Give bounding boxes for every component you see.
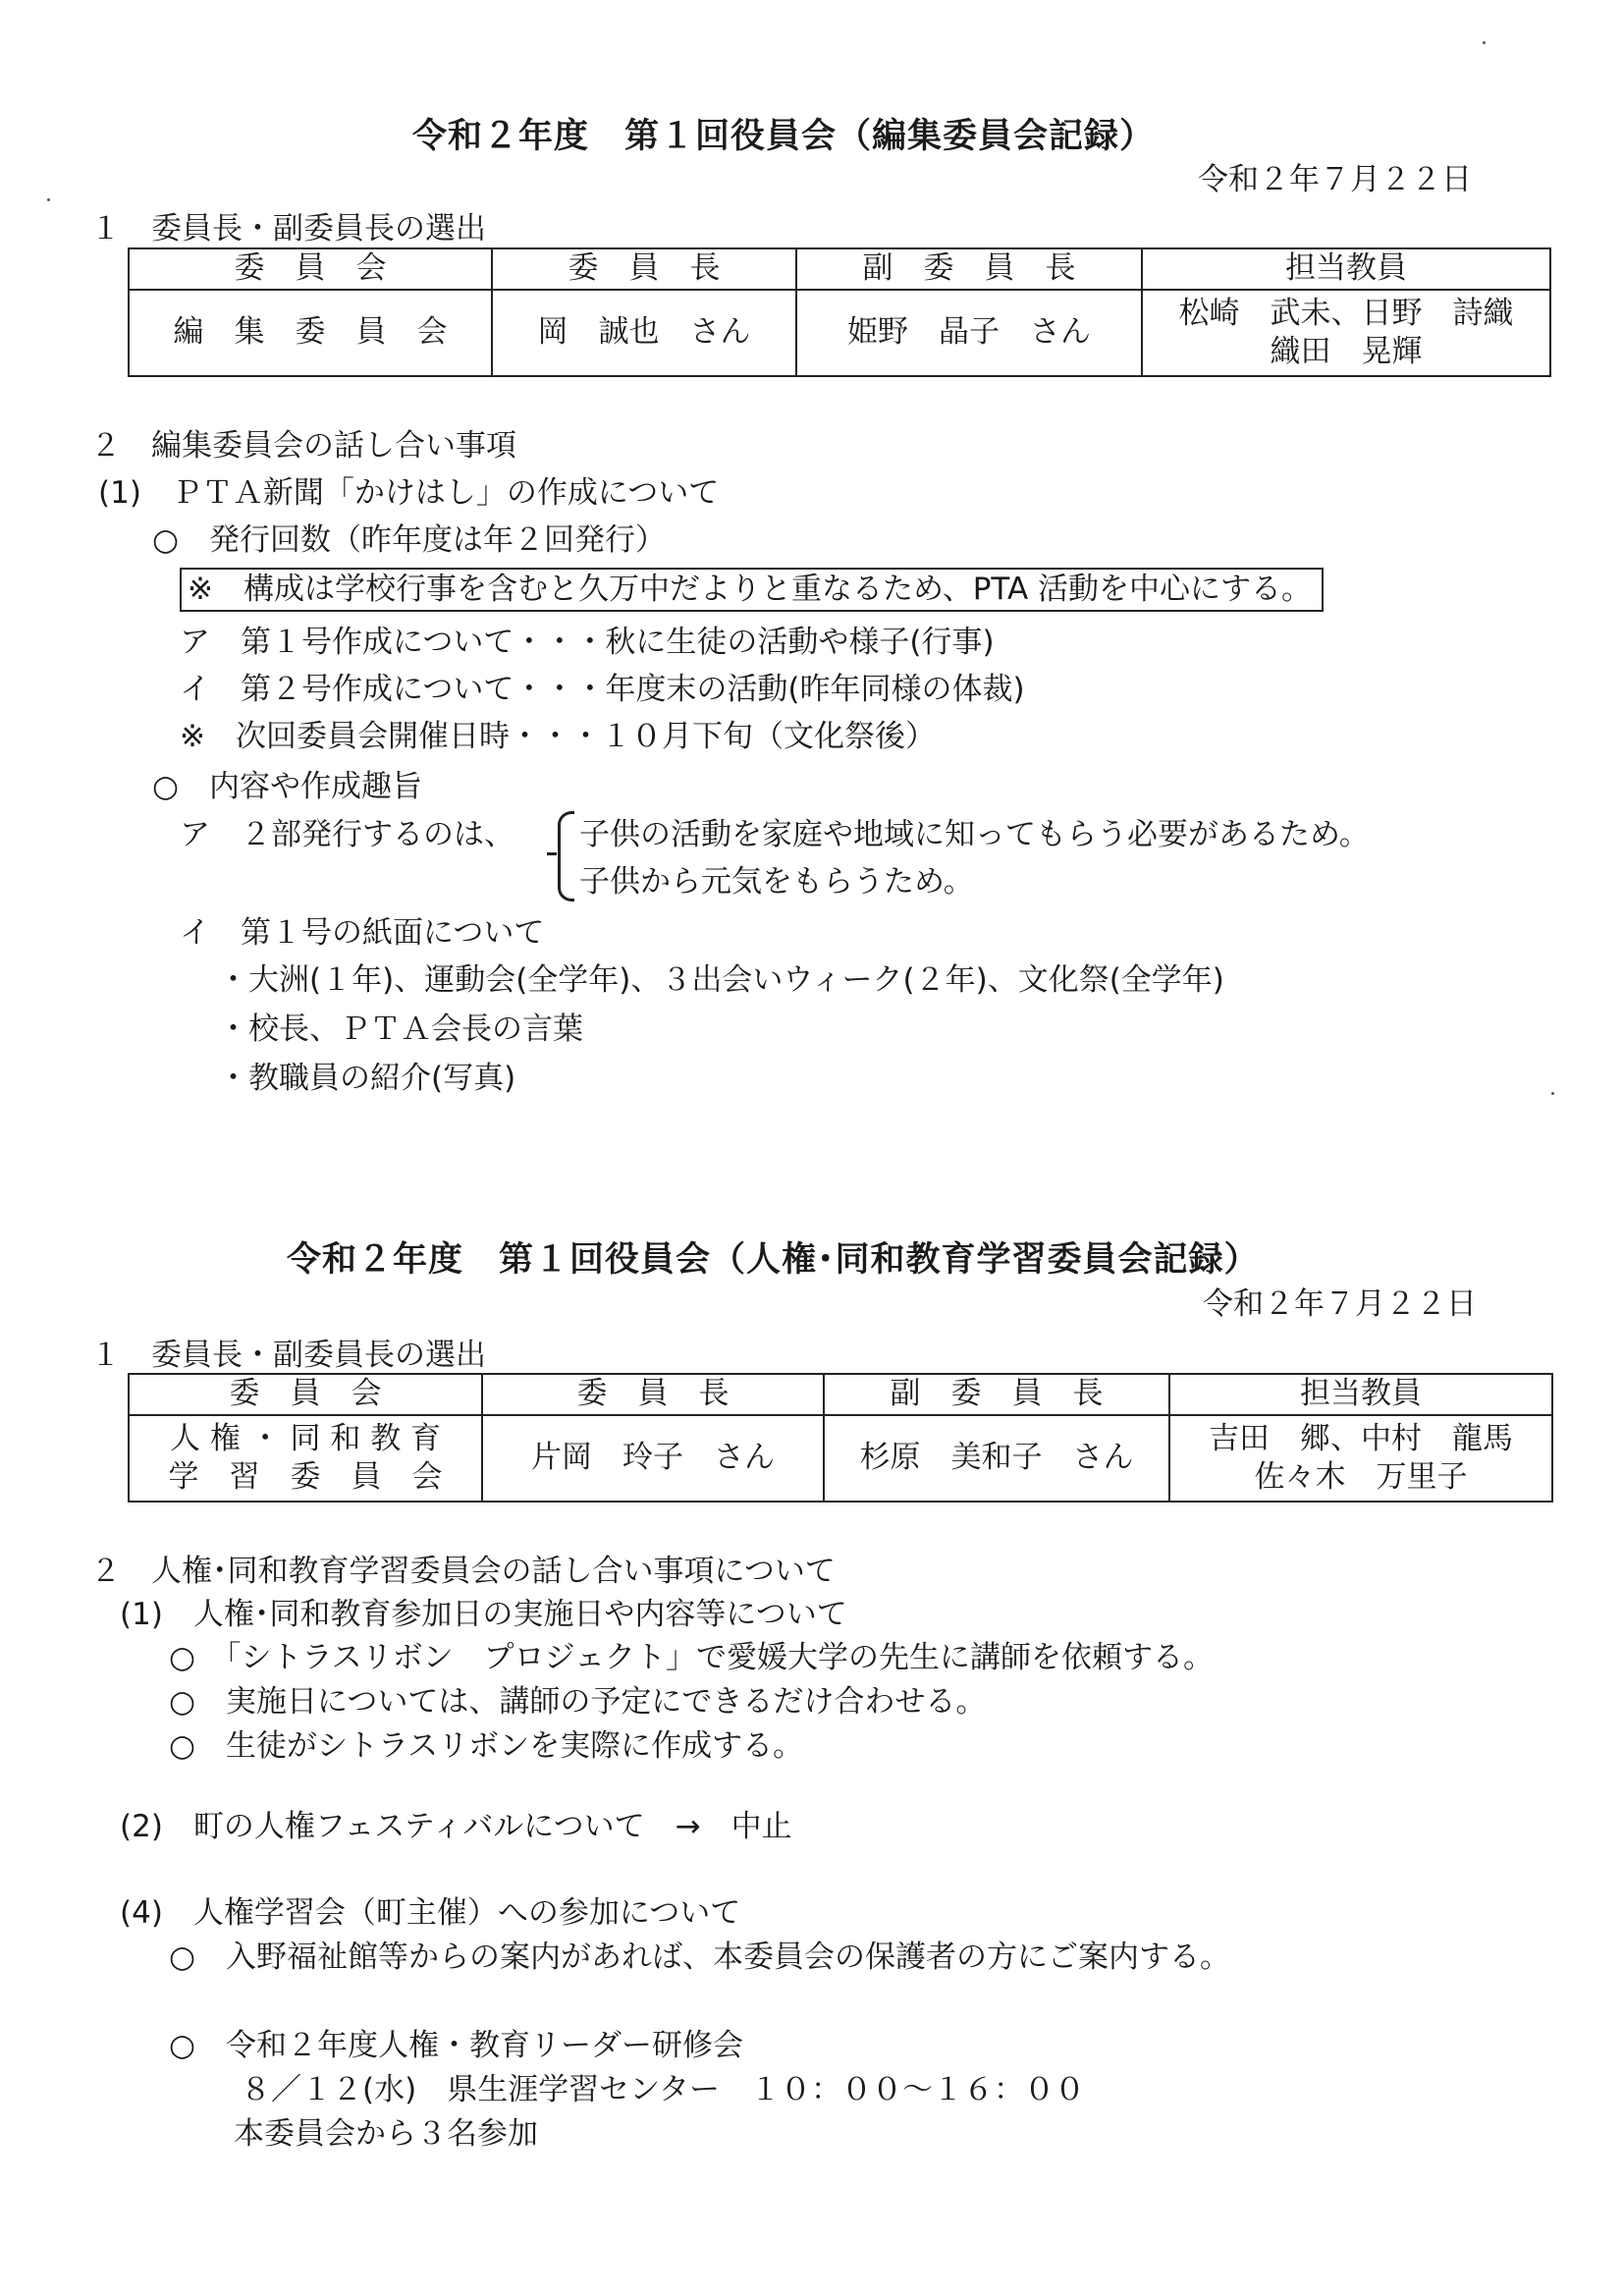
bullet-item: ・教職員の紹介(写真): [218, 1061, 516, 1096]
issue2-line: イ 第２号作成について・・・年度末の活動(昨年同様の体裁): [180, 672, 1025, 707]
col-header-teachers: 担当教員: [1169, 1374, 1552, 1415]
circle-item: ○ 「シトラスリボン プロジェクト」で愛媛大学の先生に講師を依頼する。: [169, 1640, 1214, 1675]
cell-committee: [129, 1415, 482, 1502]
cell-teachers: [1142, 290, 1550, 376]
scan-speck: [47, 198, 50, 201]
cell-vice-chair: 姫野 晶子 さん: [796, 290, 1142, 376]
committee-line: 学 習 委 員 会: [168, 1459, 443, 1495]
section2-item2-heading: ２ 人権･同和教育学習委員会の話し合い事項について: [90, 1554, 836, 1589]
teachers-line: 佐々木 万里子: [1254, 1459, 1468, 1495]
content-purpose-item: ○ 内容や作成趣旨: [152, 769, 423, 804]
section1-title: 令和２年度 第１回役員会（編集委員会記録）: [412, 117, 1156, 156]
section2-item1-heading: １ 委員長・副委員長の選出: [90, 1338, 486, 1373]
section1-officer-table: [128, 247, 1551, 377]
col-header-vice-chair: 副 委 員 長: [824, 1374, 1169, 1415]
next-meeting-note: ※ 次回委員会開催日時・・・１０月下旬（文化祭後）: [180, 719, 936, 754]
seminar-attendance: 本委員会から３名参加: [234, 2116, 538, 2152]
section2-sub4-heading: (4) 人権学習会（町主催）への参加について: [120, 1895, 741, 1931]
committee-line: 人 権 ・ 同 和 教 育: [169, 1421, 442, 1457]
cell-committee: 編 集 委 員 会: [129, 290, 492, 376]
section2-officer-table: [128, 1373, 1553, 1503]
section2-sub2-heading: (2) 町の人権フェスティバルについて → 中止: [120, 1809, 792, 1844]
section2-date: 令和２年７月２２日: [1203, 1286, 1477, 1322]
two-issue-reason-lead: ア ２部発行するのは、: [180, 817, 514, 852]
col-header-chair: 委 員 長: [492, 248, 796, 290]
seminar-detail: ８／１２(水) 県生涯学習センター １０：００～１６：００: [241, 2072, 1085, 2107]
circle-item: ○ 生徒がシトラスリボンを実際に作成する。: [169, 1728, 804, 1764]
cell-chair: 片岡 玲子 さん: [482, 1415, 824, 1502]
issue1-page-heading: イ 第１号の紙面について: [180, 915, 545, 951]
brace: [558, 811, 574, 902]
col-header-teachers: 担当教員: [1142, 248, 1550, 290]
cell-teachers: [1169, 1415, 1552, 1502]
section1-date: 令和２年７月２２日: [1198, 162, 1472, 197]
bullet-item: ・大洲(１年)、運動会(全学年)、３出会いウィーク(２年)、文化祭(全学年): [218, 962, 1224, 998]
boxed-note: ※ 構成は学校行事を含むと久万中だよりと重なるため、PTA 活動を中心にする。: [180, 568, 1324, 612]
teachers-line: 松崎 武未、日野 詩織: [1178, 296, 1514, 332]
circle-item: ○ 令和２年度人権・教育リーダー研修会: [169, 2028, 744, 2063]
scan-speck: [1551, 1092, 1554, 1095]
col-header-vice-chair: 副 委 員 長: [796, 248, 1142, 290]
section2-title: 令和２年度 第１回役員会（人権･同和教育学習委員会記録）: [287, 1240, 1260, 1280]
brace-tip: [547, 852, 557, 855]
col-header-chair: 委 員 長: [482, 1374, 824, 1415]
teachers-line: 吉田 郷、中村 龍馬: [1209, 1421, 1513, 1457]
section2-sub1-heading: (1) 人権･同和教育参加日の実施日や内容等について: [120, 1597, 847, 1632]
scan-speck: [1483, 41, 1486, 44]
section1-item2-heading: ２ 編集委員会の話し合い事項: [90, 428, 516, 464]
col-header-committee: 委 員 会: [129, 1374, 482, 1415]
cell-vice-chair: 杉原 美和子 さん: [824, 1415, 1169, 1502]
teachers-line: 織田 晃輝: [1270, 334, 1423, 369]
circle-item: ○ 実施日については、講師の予定にできるだけ合わせる。: [169, 1684, 987, 1720]
reason-line: 子供の活動を家庭や地域に知ってもらう必要があるため。: [579, 817, 1370, 852]
issue1-line: ア 第１号作成について・・・秋に生徒の活動や様子(行事): [180, 625, 995, 660]
section1-item1-heading: １ 委員長・副委員長の選出: [90, 211, 486, 246]
cell-chair: 岡 誠也 さん: [492, 290, 796, 376]
publication-count-item: ○ 発行回数（昨年度は年２回発行）: [152, 522, 667, 558]
reason-line: 子供から元気をもらうため。: [579, 864, 974, 900]
circle-item: ○ 入野福祉館等からの案内があれば、本委員会の保護者の方にご案内する。: [169, 1940, 1231, 1975]
col-header-committee: 委 員 会: [129, 248, 492, 290]
bullet-item: ・校長、ＰＴＡ会長の言葉: [218, 1011, 583, 1047]
section1-sub1-heading: (1) ＰＴＡ新聞「かけはし」の作成について: [98, 475, 720, 511]
